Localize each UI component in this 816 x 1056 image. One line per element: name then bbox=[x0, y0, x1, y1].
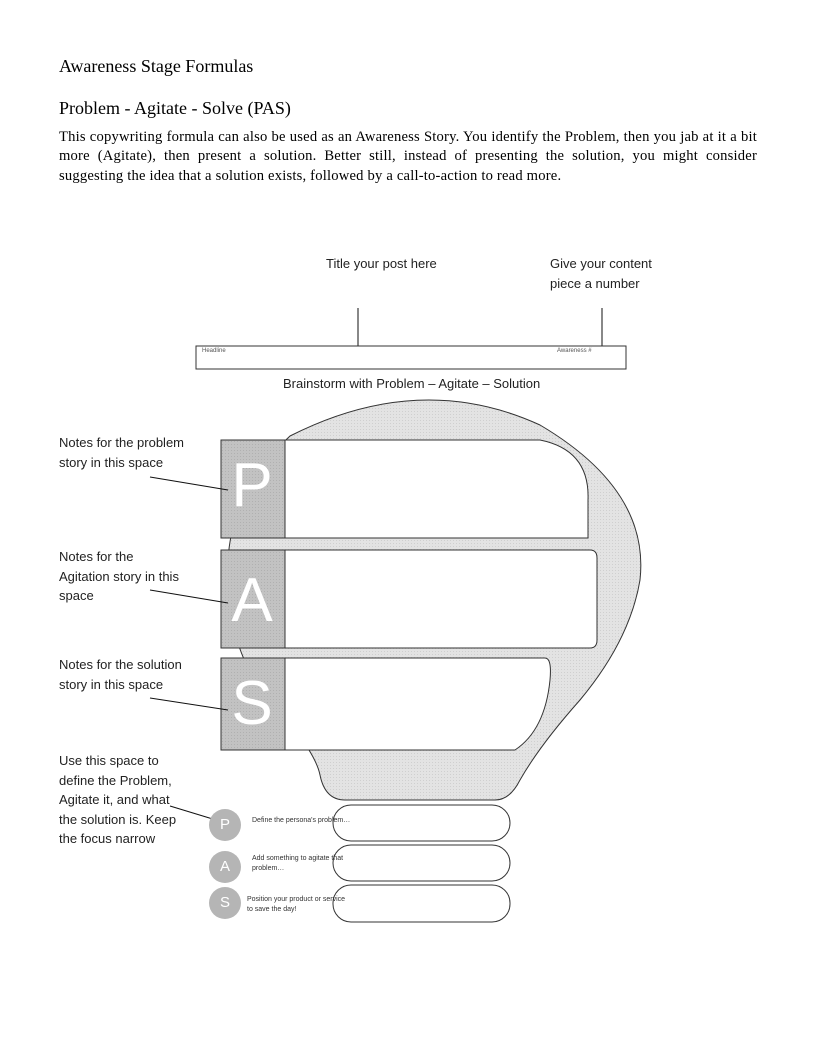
agitate-circle-icon: A bbox=[209, 851, 241, 883]
base-solution-box[interactable] bbox=[333, 885, 510, 922]
base-solution-label: Position your product or service to save the day! bbox=[247, 896, 346, 913]
base-agitate-label: Add something to agitate that problem… bbox=[252, 855, 344, 872]
solve-letter: S bbox=[231, 669, 273, 738]
base-problem-label: Define the persona's problem… bbox=[252, 817, 351, 824]
headline-label: Headline bbox=[202, 348, 226, 354]
solve-circle-icon: S bbox=[209, 887, 241, 919]
problem-pointer-line bbox=[150, 477, 228, 490]
awareness-number-label: Awareness # bbox=[557, 348, 592, 354]
number-callout: Give your content piece a number bbox=[550, 256, 652, 291]
title-callout: Title your post here bbox=[326, 256, 437, 271]
solution-pointer-line bbox=[150, 698, 228, 710]
problem-callout: Notes for the problem story in this space bbox=[59, 435, 185, 470]
problem-letter: P bbox=[231, 451, 273, 520]
formula-title: Problem - Agitate - Solve (PAS) bbox=[59, 98, 291, 118]
base-agitate-box[interactable] bbox=[333, 845, 510, 881]
page-heading: Awareness Stage Formulas bbox=[59, 56, 254, 76]
usage-callout: Use this space to define the Problem, Agitate it, and what the solution is. Keep the focus narrow bbox=[59, 753, 177, 846]
formula-description: This copywriting formula can also be used as an Awareness Story. You identify the Problem, then you jab at it a bit more (Agitate), then present a solution. Better still, instead of presenting the solution, you might consider suggesting the idea that a solution exists, followed by a call-to-action to read more. bbox=[59, 129, 757, 184]
base-problem-box[interactable] bbox=[333, 805, 510, 841]
agitate-letter: A bbox=[231, 566, 273, 635]
problem-circle-icon: P bbox=[209, 809, 241, 841]
diagram-title: Brainstorm with Problem – Agitate – Solution bbox=[283, 376, 541, 391]
agitation-callout: Notes for the Agitation story in this space bbox=[59, 549, 179, 603]
solution-callout: Notes for the solution story in this space bbox=[59, 657, 182, 692]
